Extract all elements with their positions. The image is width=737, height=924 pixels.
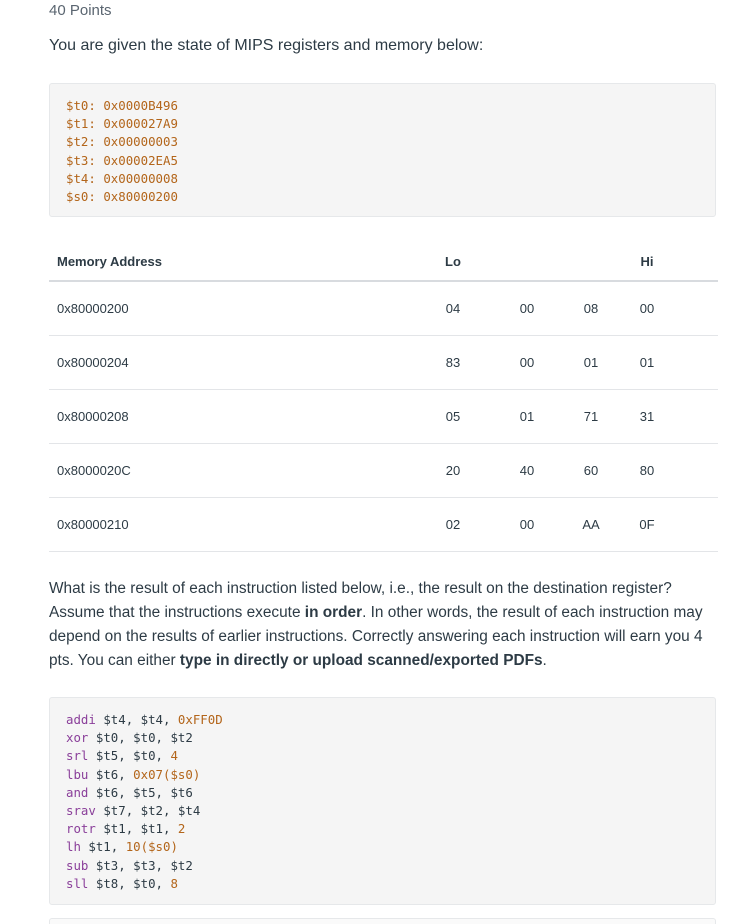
byte-cell: 60 <box>565 444 617 498</box>
table-row <box>49 336 718 390</box>
register-code-block <box>49 83 716 217</box>
register-line: $t4: 0x00000008 <box>66 170 178 186</box>
byte-cell: 01 <box>617 336 677 390</box>
instruction-line: srav $t7, $t2, $t4 <box>66 803 201 819</box>
table-row <box>49 281 718 336</box>
byte-cell: 00 <box>489 281 565 336</box>
byte-cell: AA <box>565 498 617 552</box>
instruction-line: xor $t0, $t0, $t2 <box>66 730 193 746</box>
byte-cell: 02 <box>417 498 489 552</box>
instruction-code-block <box>49 697 716 905</box>
byte-cell: 20 <box>417 444 489 498</box>
header-memory-address: Memory Address <box>49 242 417 281</box>
byte-cell: 04 <box>417 281 489 336</box>
instruction-line: lbu $t6, 0x07($s0) <box>66 766 201 782</box>
byte-cell: 00 <box>617 281 677 336</box>
instruction-line: srl $t5, $t0, 4 <box>66 748 178 764</box>
next-block-edge <box>49 918 716 924</box>
byte-cell: 31 <box>617 390 677 444</box>
memory-address-cell: 0x80000200 <box>49 281 417 336</box>
intro-text: You are given the state of MIPS registers and memory below: <box>49 37 484 54</box>
byte-cell: 83 <box>417 336 489 390</box>
byte-cell: 0F <box>617 498 677 552</box>
question-points: 40 Points <box>49 2 112 19</box>
byte-cell: 05 <box>417 390 489 444</box>
byte-cell: 71 <box>565 390 617 444</box>
register-line: $t0: 0x0000B496 <box>66 98 178 113</box>
question-text: What is the result of each instruction listed below, i.e., the result on the destination register? Assume that the instructions execute in order. In other words, the result of each instruction may depend on the results of earlier instructions. Correctly answering each instruction will earn you 4 pts. You can either type in directly or upload scanned/exported PDFs. <box>49 580 703 669</box>
byte-cell: 00 <box>489 336 565 390</box>
memory-address-cell: 0x8000020C <box>49 444 417 498</box>
byte-cell: 01 <box>565 336 617 390</box>
memory-table-header <box>49 242 718 281</box>
emphasis-in-order: in order <box>304 604 363 621</box>
table-row <box>49 444 718 498</box>
table-row <box>49 498 718 552</box>
register-line: $t2: 0x00000003 <box>66 134 178 150</box>
table-row <box>49 390 718 444</box>
instruction-line: addi $t4, $t4, 0xFF0D <box>66 712 223 727</box>
memory-address-cell: 0x80000208 <box>49 390 417 444</box>
byte-cell: 00 <box>489 498 565 552</box>
instruction-line: sub $t3, $t3, $t2 <box>66 857 193 873</box>
header-lo: Lo <box>417 242 489 281</box>
instruction-line: and $t6, $t5, $t6 <box>66 784 193 800</box>
byte-cell: 01 <box>489 390 565 444</box>
register-line: $t1: 0x000027A9 <box>66 116 178 132</box>
instruction-line: sll $t8, $t0, 8 <box>66 875 178 891</box>
byte-cell: 40 <box>489 444 565 498</box>
byte-cell: 80 <box>617 444 677 498</box>
memory-table <box>49 242 718 552</box>
register-line: $t3: 0x00002EA5 <box>66 152 178 168</box>
instruction-line: lh $t1, 10($s0) <box>66 839 178 855</box>
instruction-line: rotr $t1, $t1, 2 <box>66 821 186 837</box>
register-line: $s0: 0x80000200 <box>66 189 178 205</box>
memory-address-cell: 0x80000210 <box>49 498 417 552</box>
memory-address-cell: 0x80000204 <box>49 336 417 390</box>
emphasis-submission: type in directly or upload scanned/exported PDFs <box>179 652 543 669</box>
header-hi: Hi <box>617 242 677 281</box>
byte-cell: 08 <box>565 281 617 336</box>
